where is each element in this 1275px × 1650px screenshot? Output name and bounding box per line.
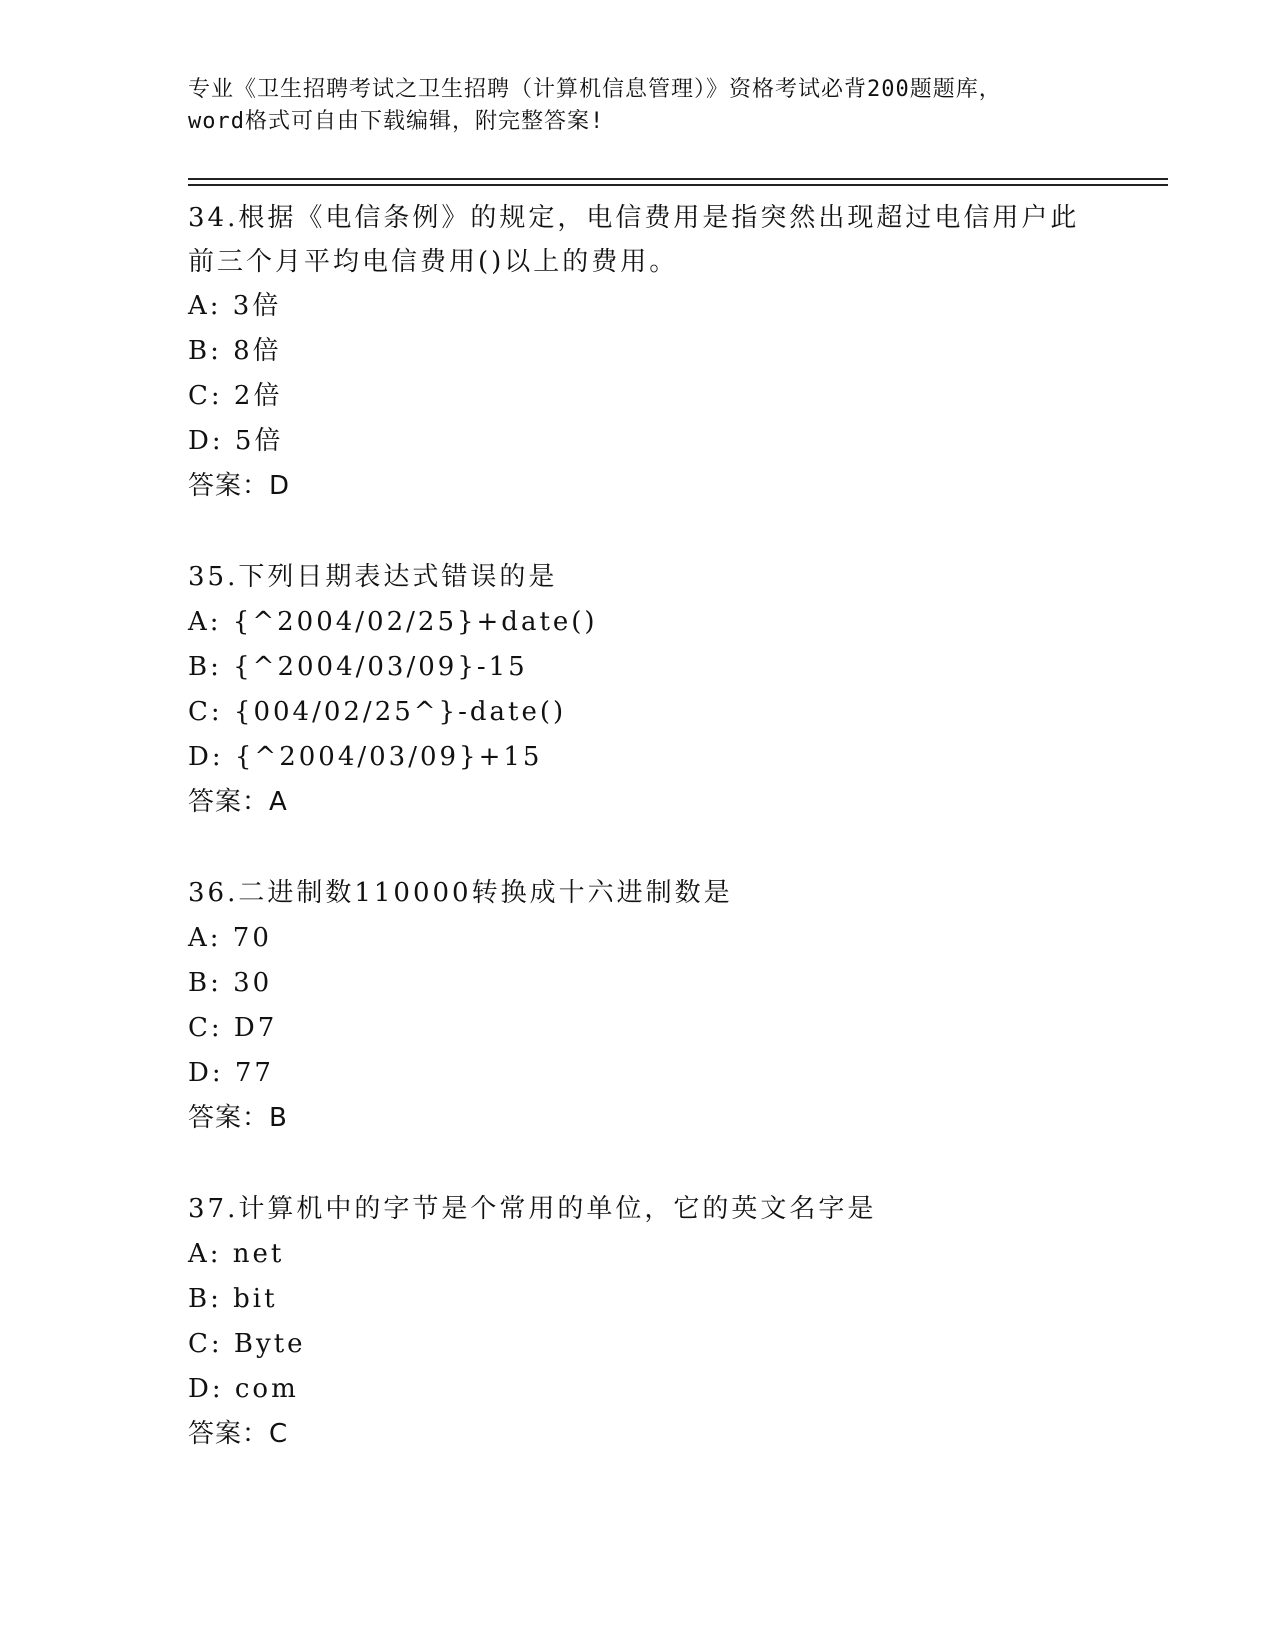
document-header — [188, 74, 1088, 138]
question-35 — [188, 555, 1088, 825]
option-d: D: com — [188, 1374, 299, 1404]
option-c: C: 2倍 — [188, 381, 283, 411]
header-divider-bottom — [188, 184, 1168, 186]
question-list — [188, 196, 1088, 1503]
option-d: D: 5倍 — [188, 426, 284, 456]
option-c: C: D7 — [188, 1013, 278, 1043]
option-b: B: {^2004/03/09}-15 — [188, 652, 528, 682]
question-stem: 36.二进制数110000转换成十六进制数是 — [188, 878, 733, 908]
option-b: B: 30 — [188, 968, 273, 998]
option-d: D: {^2004/03/09}+15 — [188, 742, 543, 772]
question-stem: 35.下列日期表达式错误的是 — [188, 562, 558, 592]
option-b: B: bit — [188, 1284, 278, 1314]
option-c: C: {004/02/25^}-date() — [188, 697, 567, 727]
option-c: C: Byte — [188, 1329, 306, 1359]
question-36 — [188, 871, 1088, 1141]
option-d: D: 77 — [188, 1058, 274, 1088]
answer-label: 答案：B — [188, 1103, 288, 1133]
header-line-1: 专业《卫生招聘考试之卫生招聘（计算机信息管理）》资格考试必背200题题库， — [188, 77, 1002, 102]
option-a: A: {^2004/02/25}+date() — [188, 607, 598, 637]
question-37 — [188, 1187, 1088, 1457]
question-stem: 34.根据《电信条例》的规定，电信费用是指突然出现超过电信用户此前三个月平均电信费用()以上的费用。 — [188, 203, 1080, 277]
option-a: A: net — [188, 1239, 285, 1269]
option-a: A: 3倍 — [188, 291, 282, 321]
option-a: A: 70 — [188, 923, 272, 953]
header-line-2: word格式可自由下载编辑，附完整答案! — [188, 109, 605, 134]
header-divider-top — [188, 178, 1168, 180]
question-34 — [188, 196, 1088, 509]
option-b: B: 8倍 — [188, 336, 282, 366]
question-stem: 37.计算机中的字节是个常用的单位，它的英文名字是 — [188, 1194, 877, 1224]
answer-label: 答案：C — [188, 1419, 289, 1449]
answer-label: 答案：A — [188, 787, 288, 817]
answer-label: 答案：D — [188, 471, 291, 501]
